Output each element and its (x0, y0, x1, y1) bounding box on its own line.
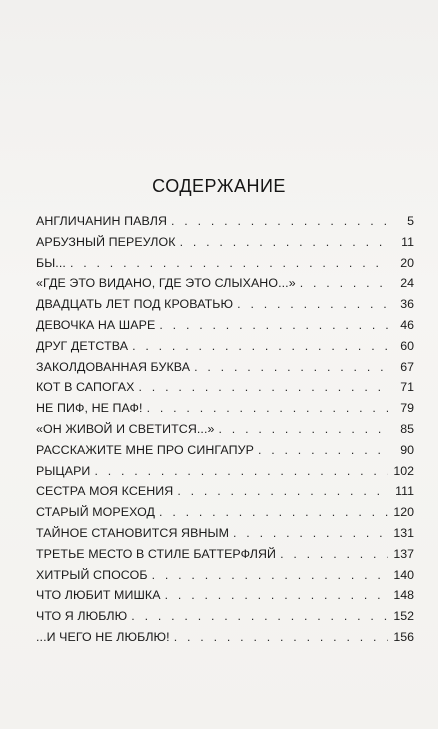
toc-leader-dots (237, 294, 388, 315)
toc-entry-page-number: 152 (393, 609, 414, 624)
toc-entry-title: ...И ЧЕГО НЕ ЛЮБЛЮ! (36, 629, 170, 644)
toc-entry (36, 273, 414, 294)
toc-entry-title: АНГЛИЧАНИН ПАВЛЯ (36, 214, 168, 228)
toc-entry-page-number: 36 (400, 297, 414, 312)
toc-entry (36, 461, 414, 482)
toc-entry (36, 544, 414, 565)
toc-leader-dots (152, 565, 388, 586)
toc-entry (36, 565, 414, 586)
toc-leader-dots (131, 606, 388, 627)
toc-entry-title: ДВАДЦАТЬ ЛЕТ ПОД КРОВАТЬЮ (36, 297, 234, 312)
toc-entry-page-number: 5 (407, 214, 414, 228)
toc-leader-dots (171, 211, 388, 232)
toc-entry-title: ЧТО Я ЛЮБЛЮ (36, 609, 128, 624)
toc-entry (36, 232, 414, 253)
toc-entry (36, 585, 414, 606)
page-title: СОДЕРЖАНИЕ (152, 176, 286, 196)
toc-entry-title: ДЕВОЧКА НА ШАРЕ (36, 317, 156, 332)
toc-entry-title: ДРУГ ДЕТСТВА (36, 338, 129, 353)
toc-entry (36, 398, 414, 419)
toc-entry-title: ТАЙНОЕ СТАНОВИТСЯ ЯВНЫМ (36, 525, 229, 540)
toc-entry (36, 315, 414, 336)
toc-entry (36, 523, 414, 544)
toc-entry (36, 606, 414, 627)
toc-entry-page-number: 137 (393, 546, 414, 561)
table-of-contents (36, 211, 414, 648)
toc-entry-title: АРБУЗНЫЙ ПЕРЕУЛОК (36, 234, 176, 249)
toc-entry-title: ЧТО ЛЮБИТ МИШКА (36, 588, 161, 603)
toc-entry (36, 336, 414, 357)
toc-entry (36, 357, 414, 378)
toc-leader-dots (159, 502, 388, 523)
toc-entry-title: «ГДЕ ЭТО ВИДАНО, ГДЕ ЭТО СЛЫХАНО...» (36, 276, 296, 291)
bleed-through-text (423, 38, 426, 54)
toc-leader-dots (300, 273, 388, 294)
toc-leader-dots (70, 253, 388, 274)
toc-entry-title: БЫ... (36, 255, 66, 270)
toc-entry-page-number: 46 (400, 317, 414, 332)
toc-leader-dots (174, 627, 388, 648)
toc-leader-dots (139, 377, 389, 398)
toc-entry-title: ХИТРЫЙ СПОСОБ (36, 567, 148, 582)
toc-entry-title: ЗАКОЛДОВАННАЯ БУКВА (36, 359, 191, 374)
toc-entry-title: РАССКАЖИТЕ МНЕ ПРО СИНГАПУР (36, 442, 254, 457)
toc-entry-title: РЫЦАРИ (36, 463, 91, 478)
toc-entry-page-number: 148 (393, 588, 414, 603)
toc-entry-page-number: 140 (393, 567, 414, 582)
toc-entry-title: КОТ В САПОГАХ (36, 380, 135, 395)
toc-entry (36, 377, 414, 398)
toc-entry-page-number: 90 (400, 442, 414, 457)
toc-entry-page-number: 67 (400, 359, 414, 374)
toc-entry (36, 481, 414, 502)
toc-leader-dots (94, 461, 388, 482)
toc-leader-dots (165, 585, 388, 606)
toc-entry-title: ТРЕТЬЕ МЕСТО В СТИЛЕ БАТТЕРФЛЯЙ (36, 546, 277, 561)
toc-leader-dots (180, 232, 388, 253)
toc-entry (36, 419, 414, 440)
toc-entry (36, 440, 414, 461)
toc-leader-dots (132, 336, 388, 357)
toc-entry-page-number: 85 (400, 421, 414, 436)
toc-entry (36, 253, 414, 274)
toc-entry-title: СТАРЫЙ МОРЕХОД (36, 505, 156, 520)
toc-leader-dots (177, 481, 388, 502)
toc-entry-title: «ОН ЖИВОЙ И СВЕТИТСЯ...» (36, 421, 215, 436)
toc-entry-title: СЕСТРА МОЯ КСЕНИЯ (36, 484, 174, 499)
toc-entry-title: НЕ ПИФ, НЕ ПАФ! (36, 401, 143, 416)
toc-entry-page-number: 156 (393, 629, 414, 644)
toc-leader-dots (219, 419, 389, 440)
toc-entry-page-number: 71 (400, 380, 414, 395)
toc-leader-dots (280, 544, 388, 565)
toc-entry (36, 211, 414, 232)
toc-entry-page-number: 111 (395, 484, 414, 499)
toc-entry-page-number: 24 (400, 276, 414, 291)
toc-entry-page-number: 102 (393, 463, 414, 478)
toc-entry-page-number: 60 (400, 338, 414, 353)
toc-leader-dots (233, 523, 388, 544)
toc-entry-page-number: 120 (393, 505, 414, 520)
toc-entry-page-number: 79 (400, 401, 414, 416)
toc-entry-page-number: 20 (400, 255, 414, 270)
toc-entry-page-number: 131 (393, 525, 414, 540)
toc-entry (36, 627, 414, 648)
toc-leader-dots (159, 315, 388, 336)
toc-entry (36, 294, 414, 315)
toc-leader-dots (194, 357, 388, 378)
toc-entry-page-number: 11 (401, 234, 414, 249)
toc-leader-dots (258, 440, 388, 461)
toc-entry (36, 502, 414, 523)
toc-leader-dots (147, 398, 388, 419)
